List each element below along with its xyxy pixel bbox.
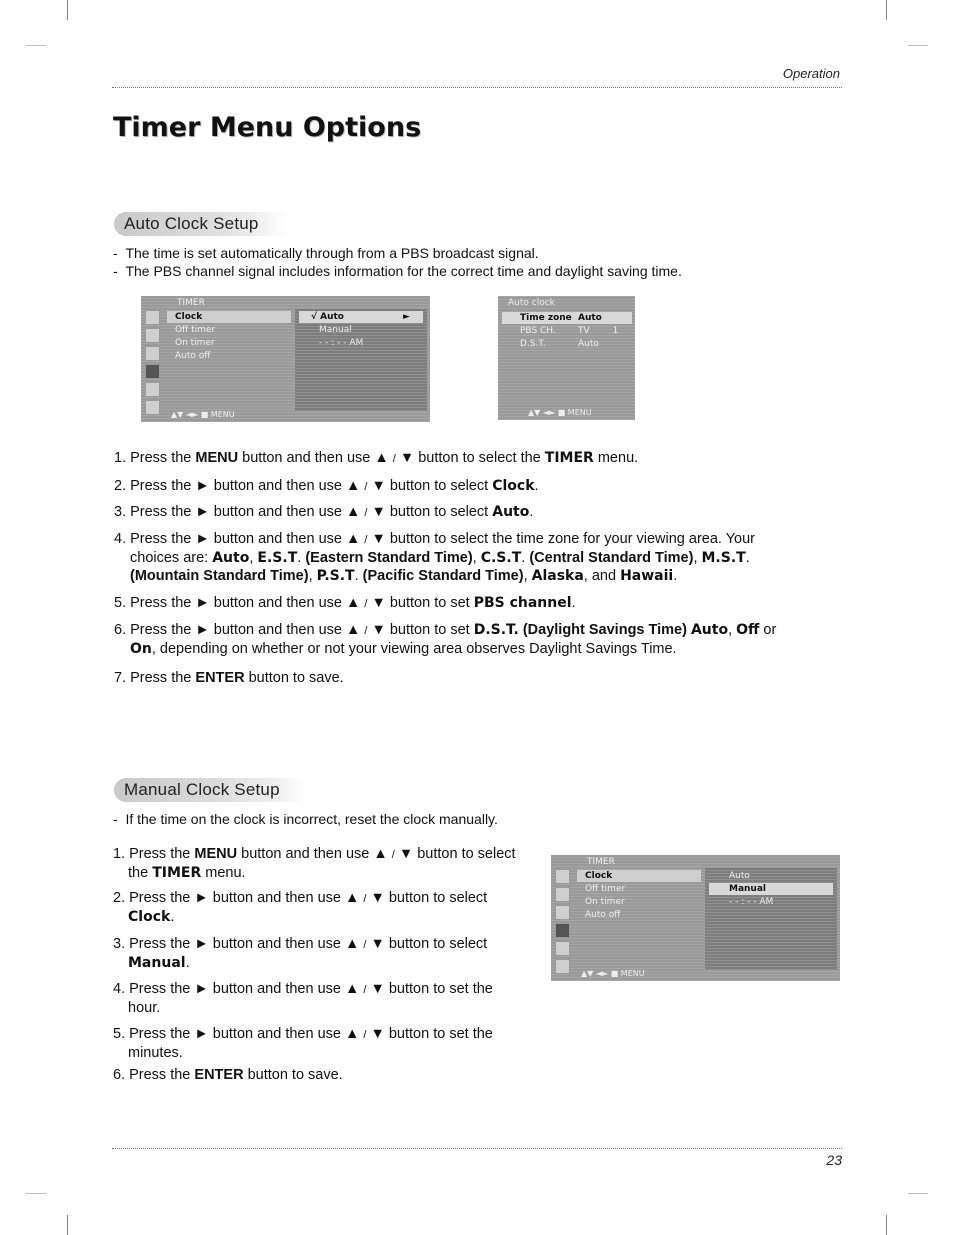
manual-step-5: 5. Press the ► button and then use ▲ / ▼ button to set the minutes. (113, 1026, 493, 1061)
nav-footer: ▲▼ ◄► ■ MENU (528, 408, 592, 417)
menu-icon (555, 959, 570, 974)
auto-bullet-1: - The time is set automatically through from a PBS broadcast signal. (113, 245, 539, 261)
auto-clock-setup-label: Auto Clock Setup (114, 212, 285, 236)
crop-mark (908, 45, 928, 46)
crop-mark (908, 1193, 928, 1194)
auto-step-2: 2. Press the ► button and then use ▲ / ▼ button to select Clock. (114, 478, 539, 494)
menu-item-auto-off: Auto off (585, 910, 621, 920)
page-title: Timer Menu Options (113, 112, 422, 143)
auto-clock-screen (498, 296, 635, 420)
crop-mark (67, 0, 68, 20)
crop-mark (26, 45, 46, 46)
auto-step-5: 5. Press the ► button and then use ▲ / ▼ button to set PBS channel. (114, 595, 576, 611)
crop-mark (886, 0, 887, 20)
dst-label: D.S.T. (520, 339, 546, 349)
timer-menu-screen (141, 296, 430, 422)
nav-footer: ▲▼ ◄► ■ MENU (171, 410, 235, 419)
menu-item-on-timer: On timer (585, 897, 625, 907)
menu-icon (555, 941, 570, 956)
clock-icon (145, 364, 160, 379)
menu-icon (555, 869, 570, 884)
menu-icon (555, 905, 570, 920)
option-time: - - : - - AM (319, 338, 364, 348)
menu-item-off-timer: Off timer (175, 325, 216, 335)
manual-step-3: 3. Press the ► button and then use ▲ / ▼ button to select Manual. (113, 936, 488, 971)
crop-mark (26, 1193, 46, 1194)
header-rule (112, 87, 842, 88)
menu-icon (145, 310, 160, 325)
menu-icon (145, 346, 160, 361)
manual-clock-setup-label: Manual Clock Setup (114, 778, 306, 802)
option-time: - - : - - AM (729, 897, 774, 907)
option-manual: Manual (729, 884, 767, 894)
auto-step-7: 7. Press the ENTER button to save. (114, 670, 344, 686)
menu-title: TIMER (587, 857, 615, 867)
time-zone-value: Auto (578, 313, 602, 323)
dst-value: Auto (578, 339, 599, 349)
auto-step-6: 6. Press the ► button and then use ▲ / ▼ button to set D.S.T. (Daylight Savings Time) Auto, Off or On, depending on whether or not your viewing area observes Daylight Savings Time. (114, 622, 777, 657)
menu-icon (145, 400, 160, 415)
menu-icon (145, 328, 160, 343)
page-number: 23 (826, 1152, 842, 1168)
manual-bullet-1: - If the time on the clock is incorrect, reset the clock manually. (113, 811, 498, 827)
menu-title: Auto clock (508, 298, 555, 308)
menu-item-clock: Clock (175, 312, 203, 322)
menu-item-off-timer: Off timer (585, 884, 626, 894)
option-auto: √ Auto (311, 312, 344, 322)
menu-item-auto-off: Auto off (175, 351, 211, 361)
pbs-ch-label: PBS CH. (520, 326, 556, 336)
clock-icon (555, 923, 570, 938)
crop-mark (886, 1215, 887, 1235)
auto-bullet-2: - The PBS channel signal includes information for the correct time and daylight saving time. (113, 263, 682, 279)
menu-icon (555, 887, 570, 902)
menu-title: TIMER (177, 298, 205, 308)
option-manual: Manual (319, 325, 352, 335)
menu-item-on-timer: On timer (175, 338, 215, 348)
time-zone-label: Time zone (520, 313, 572, 323)
manual-step-2: 2. Press the ► button and then use ▲ / ▼ button to select Clock. (113, 890, 488, 925)
menu-item-clock: Clock (585, 871, 613, 881)
submenu-highlight (709, 883, 833, 895)
right-arrow-icon: ► (403, 312, 410, 322)
auto-step-3: 3. Press the ► button and then use ▲ / ▼ button to select Auto. (114, 504, 534, 520)
menu-icon (145, 382, 160, 397)
auto-step-1: 1. Press the MENU button and then use ▲ / ▼ button to select the TIMER menu. (114, 450, 639, 466)
section-header: Operation (782, 66, 840, 81)
pbs-ch-value: TV 1 (578, 326, 619, 336)
manual-step-4: 4. Press the ► button and then use ▲ / ▼ button to set the hour. (113, 981, 493, 1016)
option-auto: Auto (729, 871, 750, 881)
manual-step-6: 6. Press the ENTER button to save. (113, 1067, 343, 1083)
clock-submenu (295, 309, 427, 411)
auto-step-4: 4. Press the ► button and then use ▲ / ▼ button to select the time zone for your viewing area. Your choices are: Auto, E.S.T. (Eastern Standard Time), C.S.T. (Central Standard Time), M.S.T. (Mountain Standard Time), P.S.T. (Pacific Standard Time), Alaska, and Hawaii. (114, 531, 755, 584)
crop-mark (67, 1215, 68, 1235)
timer-menu-screen-manual (551, 855, 840, 981)
manual-step-1: 1. Press the MENU button and then use ▲ / ▼ button to select the TIMER menu. (113, 846, 516, 881)
footer-rule (112, 1148, 842, 1149)
nav-footer: ▲▼ ◄► ■ MENU (581, 969, 645, 978)
